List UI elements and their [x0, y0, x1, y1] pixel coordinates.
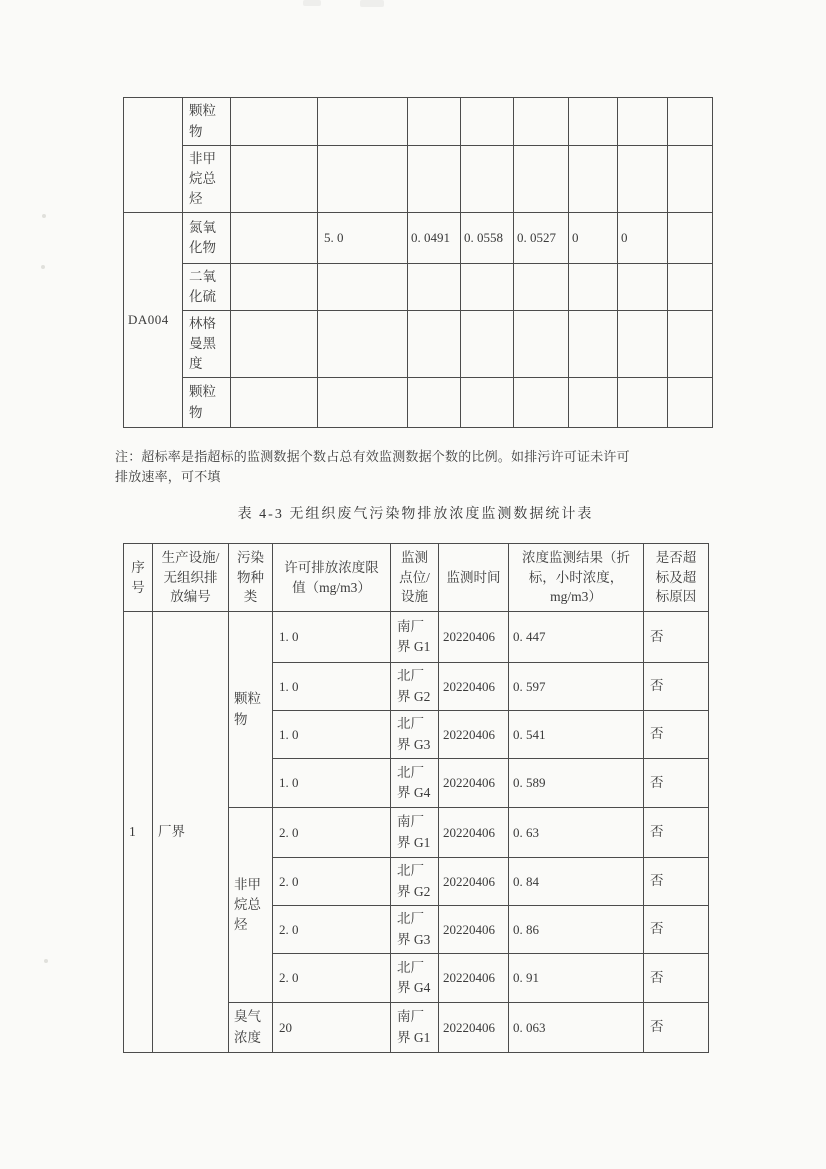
pollutant-cell: 臭气浓度 — [229, 1003, 273, 1053]
serial-cell: 1 — [124, 612, 153, 1053]
time-cell: 20220406 — [439, 759, 509, 808]
result-value-cell: 0. 0558 — [461, 213, 514, 264]
empty-cell — [514, 311, 569, 378]
pollutant-cell: 颗粒物 — [183, 98, 231, 146]
empty-cell — [318, 378, 408, 428]
stack-emissions-table-continued — [123, 97, 713, 428]
exceed-cell: 否 — [644, 858, 709, 906]
scan-smudge — [303, 0, 321, 6]
pollutant-cell: 颗粒物 — [183, 378, 231, 428]
point-cell: 南厂界 G1 — [391, 808, 439, 858]
empty-cell — [569, 264, 618, 311]
time-cell: 20220406 — [439, 954, 509, 1003]
result-cell: 0. 63 — [509, 808, 644, 858]
exceed-cell: 否 — [644, 612, 709, 663]
table-note — [115, 447, 755, 487]
table-row — [124, 311, 713, 378]
limit-cell: 1. 0 — [273, 711, 391, 759]
empty-cell — [618, 264, 668, 311]
header-exceed: 是否超标及超标原因 — [644, 544, 709, 612]
result-value-cell: 0. 0527 — [514, 213, 569, 264]
empty-cell — [408, 98, 461, 146]
limit-cell: 1. 0 — [273, 663, 391, 711]
empty-cell — [569, 146, 618, 213]
exceed-cell: 否 — [644, 711, 709, 759]
empty-cell — [569, 98, 618, 146]
table-row — [124, 213, 713, 264]
empty-cell — [461, 264, 514, 311]
exceed-cell: 否 — [644, 663, 709, 711]
facility-id-cell-empty — [124, 98, 183, 213]
empty-cell — [569, 311, 618, 378]
limit-cell: 20 — [273, 1003, 391, 1053]
limit-value-cell: 5. 0 — [318, 213, 408, 264]
empty-cell — [618, 146, 668, 213]
point-cell: 南厂界 G1 — [391, 612, 439, 663]
empty-cell — [231, 98, 318, 146]
pollutant-cell: 二氧化硫 — [183, 264, 231, 311]
empty-cell — [231, 378, 318, 428]
header-serial: 序号 — [124, 544, 153, 612]
point-cell: 北厂界 G3 — [391, 906, 439, 954]
empty-cell — [231, 264, 318, 311]
empty-cell — [514, 378, 569, 428]
empty-cell — [408, 311, 461, 378]
point-cell: 北厂界 G2 — [391, 663, 439, 711]
limit-cell: 1. 0 — [273, 759, 391, 808]
time-cell: 20220406 — [439, 906, 509, 954]
empty-cell — [461, 378, 514, 428]
header-limit: 许可排放浓度限值（mg/m3） — [273, 544, 391, 612]
empty-cell — [618, 98, 668, 146]
empty-cell — [318, 311, 408, 378]
empty-cell — [514, 146, 569, 213]
scan-speck — [41, 265, 45, 269]
empty-cell — [618, 378, 668, 428]
header-time: 监测时间 — [439, 544, 509, 612]
empty-cell — [231, 311, 318, 378]
empty-cell — [231, 213, 318, 264]
table-row — [124, 264, 713, 311]
facility-cell: 厂界 — [153, 612, 229, 1053]
empty-cell — [668, 98, 713, 146]
limit-cell: 2. 0 — [273, 906, 391, 954]
pollutant-cell: 非甲烷总烃 — [229, 808, 273, 1003]
value-cell: 0 — [618, 213, 668, 264]
note-line-1: 注：超标率是指超标的监测数据个数占总有效监测数据个数的比例。如排污许可证未许可 — [115, 449, 630, 464]
point-cell: 南厂界 G1 — [391, 1003, 439, 1053]
empty-cell — [514, 98, 569, 146]
empty-cell — [461, 311, 514, 378]
empty-cell — [668, 213, 713, 264]
result-cell: 0. 84 — [509, 858, 644, 906]
empty-cell — [318, 264, 408, 311]
empty-cell — [668, 311, 713, 378]
time-cell: 20220406 — [439, 612, 509, 663]
point-cell: 北厂界 G2 — [391, 858, 439, 906]
table-row — [124, 378, 713, 428]
note-line-2: 排放速率，可不填 — [115, 469, 221, 484]
result-cell: 0. 597 — [509, 663, 644, 711]
empty-cell — [668, 378, 713, 428]
exceed-cell: 否 — [644, 1003, 709, 1053]
limit-cell: 2. 0 — [273, 808, 391, 858]
result-value-cell: 0. 0491 — [408, 213, 461, 264]
empty-cell — [461, 98, 514, 146]
time-cell: 20220406 — [439, 808, 509, 858]
empty-cell — [408, 146, 461, 213]
result-cell: 0. 86 — [509, 906, 644, 954]
point-cell: 北厂界 G3 — [391, 711, 439, 759]
header-point: 监测点位/设施 — [391, 544, 439, 612]
limit-cell: 1. 0 — [273, 612, 391, 663]
point-cell: 北厂界 G4 — [391, 759, 439, 808]
empty-cell — [668, 146, 713, 213]
table-4-3-title: 表 4-3 无组织废气污染物排放浓度监测数据统计表 — [237, 507, 594, 522]
result-cell: 0. 541 — [509, 711, 644, 759]
table-row — [124, 612, 709, 663]
value-cell: 0 — [569, 213, 618, 264]
empty-cell — [618, 311, 668, 378]
pollutant-cell: 林格曼黑度 — [183, 311, 231, 378]
empty-cell — [231, 146, 318, 213]
exceed-cell: 否 — [644, 954, 709, 1003]
point-cell: 北厂界 G4 — [391, 954, 439, 1003]
header-facility: 生产设施/无组织排放编号 — [153, 544, 229, 612]
empty-cell — [318, 98, 408, 146]
scan-speck — [44, 959, 48, 963]
empty-cell — [461, 146, 514, 213]
header-row — [124, 544, 709, 612]
table-row — [124, 98, 713, 146]
header-result: 浓度监测结果（折标，小时浓度，mg/m3） — [509, 544, 644, 612]
result-cell: 0. 589 — [509, 759, 644, 808]
result-cell: 0. 91 — [509, 954, 644, 1003]
time-cell: 20220406 — [439, 1003, 509, 1053]
facility-id-cell: DA004 — [124, 213, 183, 428]
pollutant-cell: 非甲烷总烃 — [183, 146, 231, 213]
time-cell: 20220406 — [439, 663, 509, 711]
result-cell: 0. 447 — [509, 612, 644, 663]
time-cell: 20220406 — [439, 858, 509, 906]
empty-cell — [514, 264, 569, 311]
pollutant-cell: 氮氧化物 — [183, 213, 231, 264]
scan-smudge — [360, 0, 384, 7]
table-row — [124, 146, 713, 213]
limit-cell: 2. 0 — [273, 858, 391, 906]
header-pollutant: 污染物种类 — [229, 544, 273, 612]
exceed-cell: 否 — [644, 759, 709, 808]
empty-cell — [668, 264, 713, 311]
exceed-cell: 否 — [644, 906, 709, 954]
pollutant-cell: 颗粒物 — [229, 612, 273, 808]
limit-cell: 2. 0 — [273, 954, 391, 1003]
empty-cell — [318, 146, 408, 213]
empty-cell — [408, 264, 461, 311]
empty-cell — [408, 378, 461, 428]
time-cell: 20220406 — [439, 711, 509, 759]
exceed-cell: 否 — [644, 808, 709, 858]
unorganized-emissions-monitoring-table — [123, 543, 709, 1053]
empty-cell — [569, 378, 618, 428]
scan-speck — [42, 214, 46, 218]
result-cell: 0. 063 — [509, 1003, 644, 1053]
